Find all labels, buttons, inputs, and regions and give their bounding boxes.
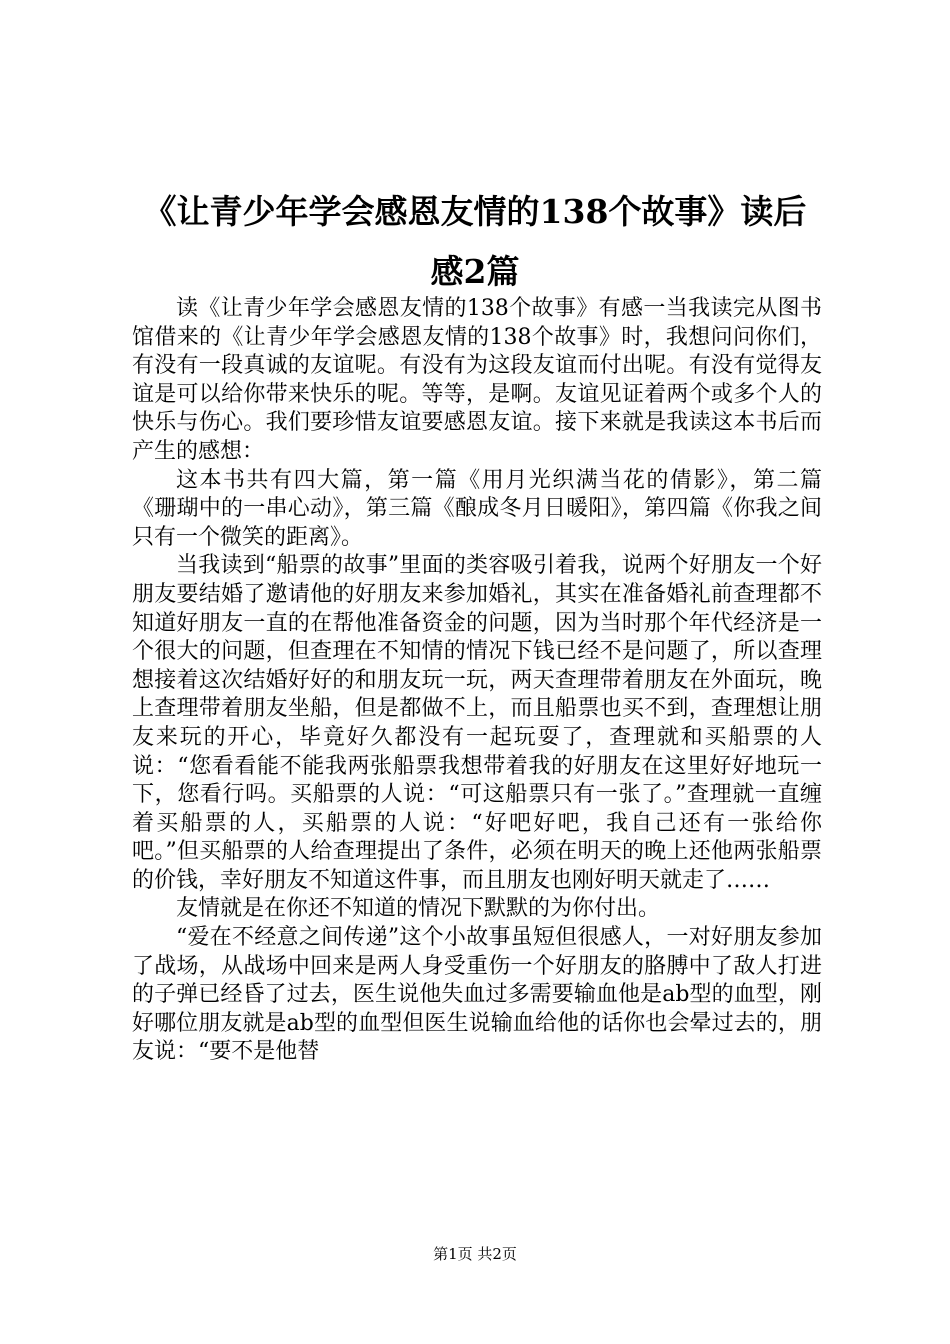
title-line-1: 《让青少年学会感恩友情的138个故事》读后 — [143, 192, 807, 231]
paragraph-book-sections: 这本书共有四大篇，第一篇《用月光织满当花的倩影》，第二篇《珊瑚中的一串心动》，第三篇《酿成冬月日暖阳》，第四篇《你我之间只有一个微笑的距离》。 — [132, 467, 822, 550]
paragraph-intro: 读《让青少年学会感恩友情的138个故事》有感一当我读完从图书馆借来的《让青少年学会感恩友情的138个故事》时，我想问问你们，有没有一段真诚的友谊呢。有没有为这段友谊而付出呢。有没有觉得友谊是可以给你带来快乐的呢。等等，是啊。友谊见证着两个或多个人的快乐与伤心。我们要珍惜友谊要感恩友谊。接下来就是我读这本书后而产生的感想： — [132, 296, 822, 464]
document-title — [120, 182, 830, 302]
document-body — [132, 295, 822, 1067]
paragraph-ticket-story: 当我读到“船票的故事”里面的类容吸引着我，说两个好朋友一个好朋友要结婚了邀请他的好朋友来参加婚礼，其实在准备婚礼前查理都不知道好朋友一直的在帮他准备资金的问题，因为当时那个年代经济是一个很大的问题，但查理在不知情的情况下钱已经不是问题了，所以查理想接着这次结婚好好的和朋友玩一玩，两天查理带着朋友在外面玩，晚上查理带着朋友坐船，但是都做不上，而且船票也买不到，查理想让朋友来玩的开心，毕竟好久都没有一起玩耍了，查理就和买船票的人说：“您看看能不能我两张船票我想带着我的好朋友在这里好好地玩一下，您看行吗。买船票的人说：“可这船票只有一张了。”查理就一直缠着买船票的人，买船票的人说：“好吧好吧，我自己还有一张给你吧。”但买船票的人给查理提出了条件，必须在明天的晚上还他两张船票的价钱，幸好朋友不知道这件事，而且朋友也刚好明天就走了…… — [132, 553, 822, 893]
page-footer: 第1页 共2页 — [433, 1245, 517, 1263]
paragraph-friendship-meaning: 友情就是在你还不知道的情况下默默的为你付出。 — [176, 896, 661, 922]
paragraph-love-story: “爱在不经意之间传递”这个小故事虽短但很感人，一对好朋友参加了战场，从战场中回来是两人身受重伤一个好朋友的胳膊中了敌人打进的子弹已经昏了过去，医生说他失血过多需要输血他是ab型的血型，刚好哪位朋友就是ab型的血型但医生说输血给他的话你也会晕过去的，朋友说：“要不是他替 — [132, 925, 822, 1065]
title-line-2: 感2篇 — [430, 252, 520, 291]
